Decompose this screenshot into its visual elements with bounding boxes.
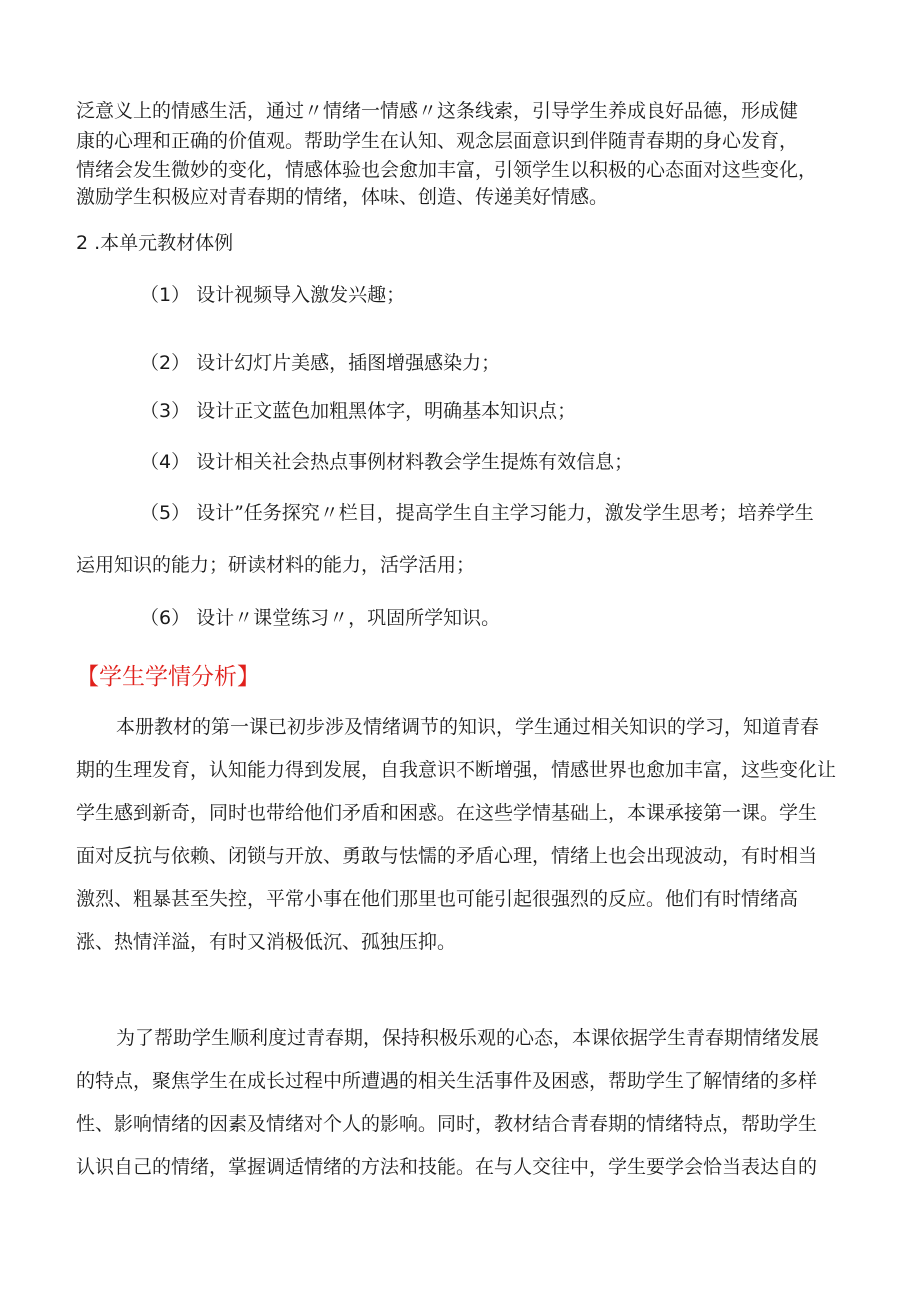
- para2-line-4: 认识自己的情绪，掌握调适情绪的方法和技能。在与人交往中，学生要学会恰当表达自的: [76, 1156, 818, 1178]
- list-item-5: [140, 500, 814, 526]
- list-item-number: （4）: [140, 451, 191, 473]
- list-item-6: [140, 605, 500, 631]
- list-item-number: （5）: [140, 502, 191, 524]
- para1-line-2: 期的生理发育，认知能力得到发展，自我意识不断增强，情感世界也愈加丰富，这些变化让: [76, 759, 837, 781]
- para1-line-5: 激烈、粗暴甚至失控，平常小事在他们那里也可能引起很强烈的反应。他们有时情绪高: [76, 888, 799, 910]
- list-item-4: [140, 449, 633, 475]
- list-item-1: [140, 282, 405, 308]
- analysis-heading: 【学生学情分析】: [76, 664, 260, 690]
- list-item-number: （6）: [140, 607, 191, 629]
- list-item-2: [140, 350, 500, 376]
- list-item-text: 设计〃课堂练习〃，巩固所学知识。: [196, 607, 501, 629]
- para2-line-3: 性、影响情绪的因素及情绪对个人的影响。同时，教材结合青春期的情绪特点，帮助学生: [76, 1113, 818, 1135]
- para1-line-3: 学生感到新奇，同时也带给他们矛盾和困惑。在这些学情基础上，本课承接第一课。学生: [76, 802, 818, 824]
- list-item-number: （1）: [140, 284, 191, 306]
- list-item-number: （3）: [140, 400, 191, 422]
- list-item-text: 设计视频导入激发兴趣；: [196, 284, 406, 306]
- para2-line-2: 的特点，聚焦学生在成长过程中所遭遇的相关生活事件及困惑，帮助学生了解情绪的多样: [76, 1070, 818, 1092]
- para1-line-4: 面对反抗与依赖、闭锁与开放、勇敢与怯懦的矛盾心理，情绪上也会出现波动，有时相当: [76, 845, 818, 867]
- para2-line-1: 为了帮助学生顺利度过青春期，保持积极乐观的心态，本课依据学生青春期情绪发展: [116, 1027, 820, 1049]
- list-item-text: 设计正文蓝色加粗黑体字，明确基本知识点；: [196, 400, 577, 422]
- intro-line-2: 康的心理和正确的价值观。帮助学生在认知、观念层面意识到伴随青春期的身心发育，: [76, 130, 799, 152]
- list-item-5-continuation: 运用知识的能力；研读材料的能力，活学活用；: [76, 554, 476, 576]
- list-item-text: 设计幻灯片美感，插图增强感染力；: [196, 352, 501, 374]
- list-item-text: 设计相关社会热点事例材料教会学生提炼有效信息；: [196, 451, 634, 473]
- intro-line-3: 情绪会发生微妙的变化，情感体验也会愈加丰富，引领学生以积极的心态面对这些变化，: [76, 159, 818, 181]
- list-item-3: [140, 398, 576, 424]
- intro-line-1: 泛意义上的情感生活，通过〃情绪一情感〃这条线索，引导学生养成良好品德，形成健: [76, 100, 799, 122]
- intro-line-4: 激励学生积极应对青春期的情绪，体味、创造、传递美好情感。: [76, 186, 609, 208]
- para1-line-1: 本册教材的第一课已初步涉及情绪调节的知识，学生通过相关知识的学习，知道青春: [116, 716, 820, 738]
- list-item-number: （2）: [140, 352, 191, 374]
- section-2-title: 2 .本单元教材体例: [76, 232, 234, 254]
- para1-line-6: 涨、热情洋溢，有时又消极低沉、孤独压抑。: [76, 931, 457, 953]
- list-item-text: 设计”任务探究〃栏目，提高学生自主学习能力，激发学生思考；培养学生: [196, 502, 814, 524]
